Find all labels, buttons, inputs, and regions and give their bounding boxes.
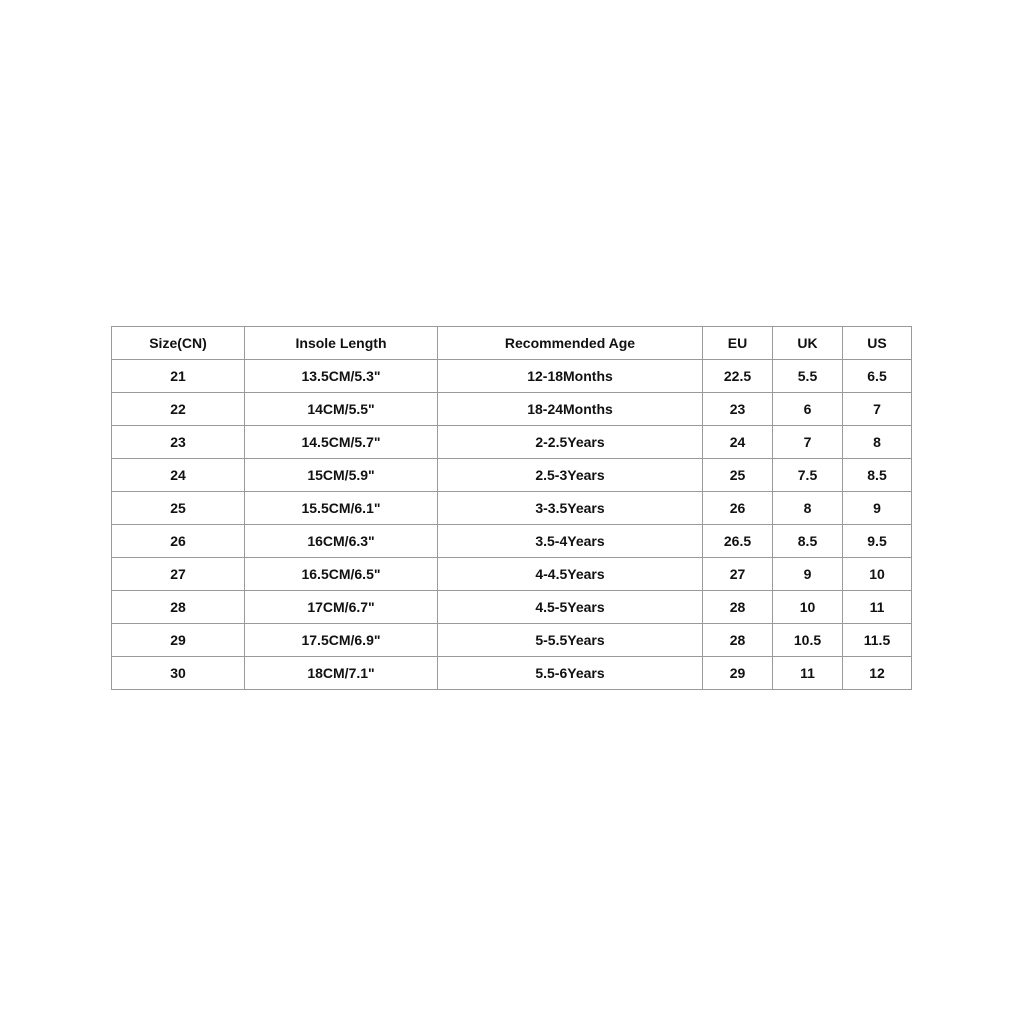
cell-insole-length: 15CM/5.9" bbox=[245, 459, 438, 492]
table-row bbox=[112, 525, 912, 558]
cell-insole-length: 18CM/7.1" bbox=[245, 657, 438, 690]
cell-us: 10 bbox=[843, 558, 912, 591]
cell-size-cn: 26 bbox=[112, 525, 245, 558]
cell-size-cn: 22 bbox=[112, 393, 245, 426]
cell-uk: 7.5 bbox=[773, 459, 843, 492]
cell-uk: 6 bbox=[773, 393, 843, 426]
cell-recommended-age: 4-4.5Years bbox=[438, 558, 703, 591]
cell-us: 6.5 bbox=[843, 360, 912, 393]
cell-recommended-age: 2.5-3Years bbox=[438, 459, 703, 492]
table-row bbox=[112, 393, 912, 426]
cell-eu: 27 bbox=[703, 558, 773, 591]
cell-size-cn: 24 bbox=[112, 459, 245, 492]
cell-uk: 5.5 bbox=[773, 360, 843, 393]
cell-eu: 26.5 bbox=[703, 525, 773, 558]
cell-recommended-age: 12-18Months bbox=[438, 360, 703, 393]
cell-insole-length: 16.5CM/6.5" bbox=[245, 558, 438, 591]
cell-size-cn: 21 bbox=[112, 360, 245, 393]
table-row bbox=[112, 492, 912, 525]
table-row bbox=[112, 459, 912, 492]
table-row bbox=[112, 591, 912, 624]
cell-us: 11.5 bbox=[843, 624, 912, 657]
header-row bbox=[112, 327, 912, 360]
cell-size-cn: 23 bbox=[112, 426, 245, 459]
size-chart-body bbox=[112, 360, 912, 690]
size-chart-table bbox=[111, 326, 912, 690]
cell-size-cn: 29 bbox=[112, 624, 245, 657]
cell-eu: 25 bbox=[703, 459, 773, 492]
header-us: US bbox=[843, 327, 912, 360]
table-row bbox=[112, 558, 912, 591]
cell-eu: 22.5 bbox=[703, 360, 773, 393]
cell-size-cn: 25 bbox=[112, 492, 245, 525]
cell-recommended-age: 3-3.5Years bbox=[438, 492, 703, 525]
cell-recommended-age: 3.5-4Years bbox=[438, 525, 703, 558]
cell-uk: 8.5 bbox=[773, 525, 843, 558]
cell-uk: 10 bbox=[773, 591, 843, 624]
cell-size-cn: 27 bbox=[112, 558, 245, 591]
cell-uk: 7 bbox=[773, 426, 843, 459]
cell-uk: 9 bbox=[773, 558, 843, 591]
cell-eu: 24 bbox=[703, 426, 773, 459]
cell-us: 12 bbox=[843, 657, 912, 690]
cell-insole-length: 13.5CM/5.3" bbox=[245, 360, 438, 393]
cell-insole-length: 14.5CM/5.7" bbox=[245, 426, 438, 459]
cell-recommended-age: 5.5-6Years bbox=[438, 657, 703, 690]
header-size-cn: Size(CN) bbox=[112, 327, 245, 360]
header-eu: EU bbox=[703, 327, 773, 360]
header-uk: UK bbox=[773, 327, 843, 360]
cell-us: 9.5 bbox=[843, 525, 912, 558]
cell-insole-length: 16CM/6.3" bbox=[245, 525, 438, 558]
table-row bbox=[112, 426, 912, 459]
cell-us: 9 bbox=[843, 492, 912, 525]
cell-eu: 29 bbox=[703, 657, 773, 690]
cell-recommended-age: 5-5.5Years bbox=[438, 624, 703, 657]
table-row bbox=[112, 624, 912, 657]
cell-insole-length: 17CM/6.7" bbox=[245, 591, 438, 624]
cell-us: 11 bbox=[843, 591, 912, 624]
cell-insole-length: 17.5CM/6.9" bbox=[245, 624, 438, 657]
cell-us: 8.5 bbox=[843, 459, 912, 492]
cell-eu: 23 bbox=[703, 393, 773, 426]
header-recommended-age: Recommended Age bbox=[438, 327, 703, 360]
cell-eu: 26 bbox=[703, 492, 773, 525]
cell-recommended-age: 2-2.5Years bbox=[438, 426, 703, 459]
cell-uk: 8 bbox=[773, 492, 843, 525]
size-chart-header bbox=[112, 327, 912, 360]
cell-us: 8 bbox=[843, 426, 912, 459]
cell-recommended-age: 18-24Months bbox=[438, 393, 703, 426]
cell-size-cn: 28 bbox=[112, 591, 245, 624]
cell-insole-length: 14CM/5.5" bbox=[245, 393, 438, 426]
table-row bbox=[112, 360, 912, 393]
cell-uk: 11 bbox=[773, 657, 843, 690]
cell-eu: 28 bbox=[703, 591, 773, 624]
cell-recommended-age: 4.5-5Years bbox=[438, 591, 703, 624]
cell-eu: 28 bbox=[703, 624, 773, 657]
header-insole-length: Insole Length bbox=[245, 327, 438, 360]
cell-size-cn: 30 bbox=[112, 657, 245, 690]
cell-uk: 10.5 bbox=[773, 624, 843, 657]
cell-us: 7 bbox=[843, 393, 912, 426]
cell-insole-length: 15.5CM/6.1" bbox=[245, 492, 438, 525]
table-row bbox=[112, 657, 912, 690]
